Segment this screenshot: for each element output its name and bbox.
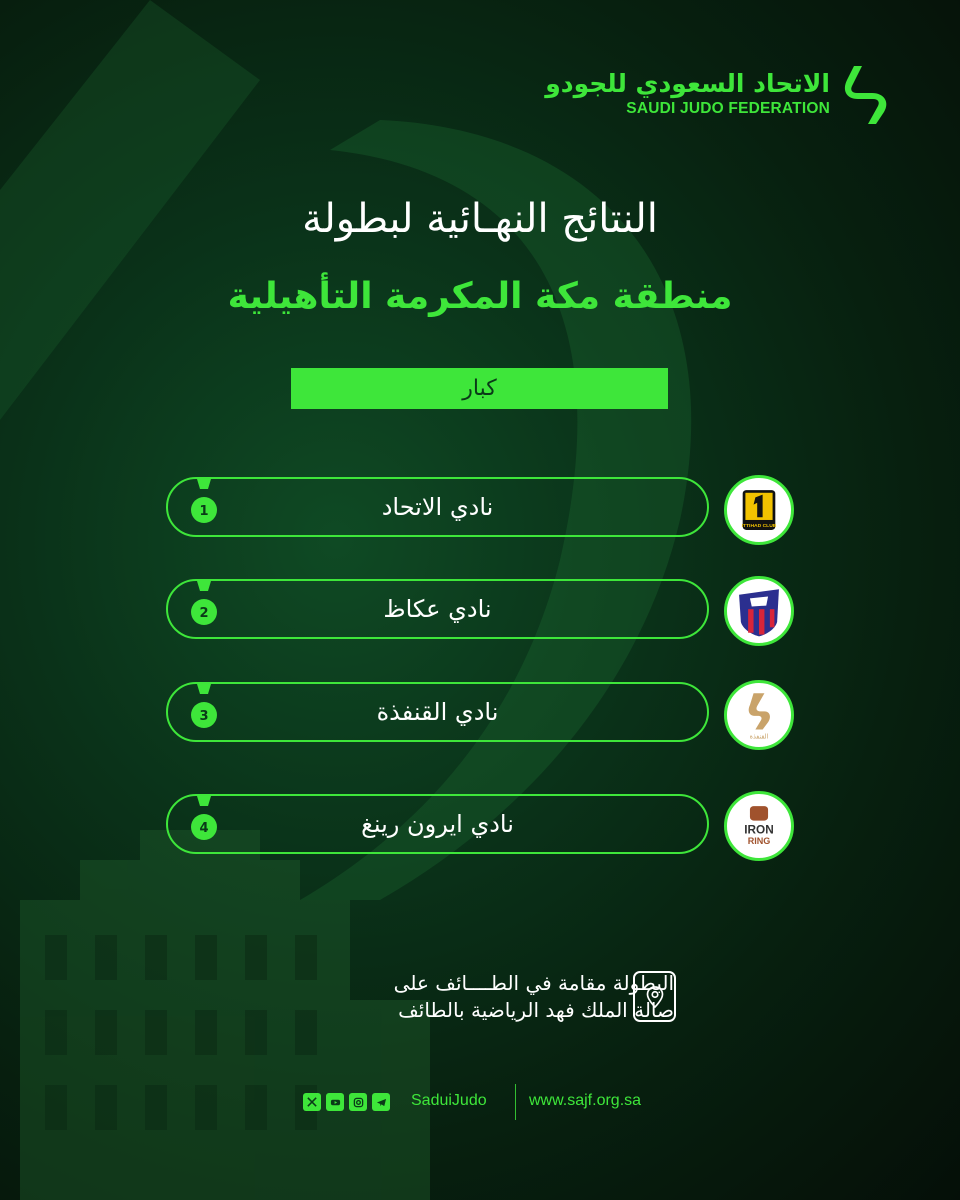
iron-ring-logo-text-1: IRON xyxy=(744,823,774,837)
page-subtitle: منطقة مكة المكرمة التأهيلية xyxy=(227,276,733,317)
ittihad-club-logo xyxy=(724,475,794,545)
qunfudhah-logo-text: القنفذة xyxy=(749,733,769,741)
federation-name-ar: الاتحاد السعودي للجودو xyxy=(545,69,830,98)
venue-info xyxy=(394,970,674,1024)
rank-number: 3 xyxy=(199,709,209,724)
federation-mark-icon xyxy=(840,62,892,126)
venue-line-1: البطولة مقامة في الطــــائف على xyxy=(393,971,674,995)
social-handle[interactable]: SaduiJudo xyxy=(411,1092,487,1109)
footer xyxy=(0,1084,960,1120)
medal-icon xyxy=(189,479,219,529)
result-row-3 xyxy=(166,682,709,742)
youtube-icon[interactable] xyxy=(326,1093,344,1111)
ittihad-logo-text: ITTIHAD CLUB xyxy=(741,523,777,530)
medal-icon xyxy=(189,581,219,631)
okaz-logo-icon xyxy=(730,582,788,640)
social-icons xyxy=(303,1093,390,1111)
x-icon[interactable] xyxy=(303,1093,321,1111)
club-name: نادي الاتحاد xyxy=(381,493,494,521)
result-row-4 xyxy=(166,794,709,854)
result-row-1 xyxy=(166,477,709,537)
federation-name-en: SAUDI JUDO FEDERATION xyxy=(626,100,830,117)
qunfudhah-logo-icon xyxy=(730,686,788,744)
federation-logo-text xyxy=(545,69,830,119)
rank-number: 2 xyxy=(199,606,209,621)
location-pin-icon xyxy=(633,971,676,1022)
venue-line-2: صالة الملك فهد الرياضية بالطائف xyxy=(398,998,674,1022)
club-name: نادي عكاظ xyxy=(383,595,492,623)
instagram-icon[interactable] xyxy=(349,1093,367,1111)
category-badge xyxy=(291,368,668,409)
iron-ring-logo-text-2: RING xyxy=(747,836,771,847)
result-row-2 xyxy=(166,579,709,639)
medal-icon xyxy=(189,796,219,846)
telegram-icon[interactable] xyxy=(372,1093,390,1111)
footer-divider xyxy=(515,1084,516,1120)
okaz-club-logo xyxy=(724,576,794,646)
website-link[interactable]: www.sajf.org.sa xyxy=(529,1092,642,1109)
category-label: كبار xyxy=(462,376,497,401)
club-name: نادي ايرون رينغ xyxy=(361,810,514,838)
rank-number: 1 xyxy=(199,504,209,519)
federation-logo xyxy=(545,62,892,126)
iron-ring-logo-icon xyxy=(730,797,788,855)
club-name: نادي القنفذة xyxy=(376,698,499,726)
rank-number: 4 xyxy=(199,821,209,836)
page-title: النتائج النهـائية لبطولة xyxy=(302,196,658,242)
qunfudhah-club-logo xyxy=(724,680,794,750)
iron-ring-club-logo xyxy=(724,791,794,861)
ittihad-logo-icon xyxy=(730,481,788,539)
medal-icon xyxy=(189,684,219,734)
